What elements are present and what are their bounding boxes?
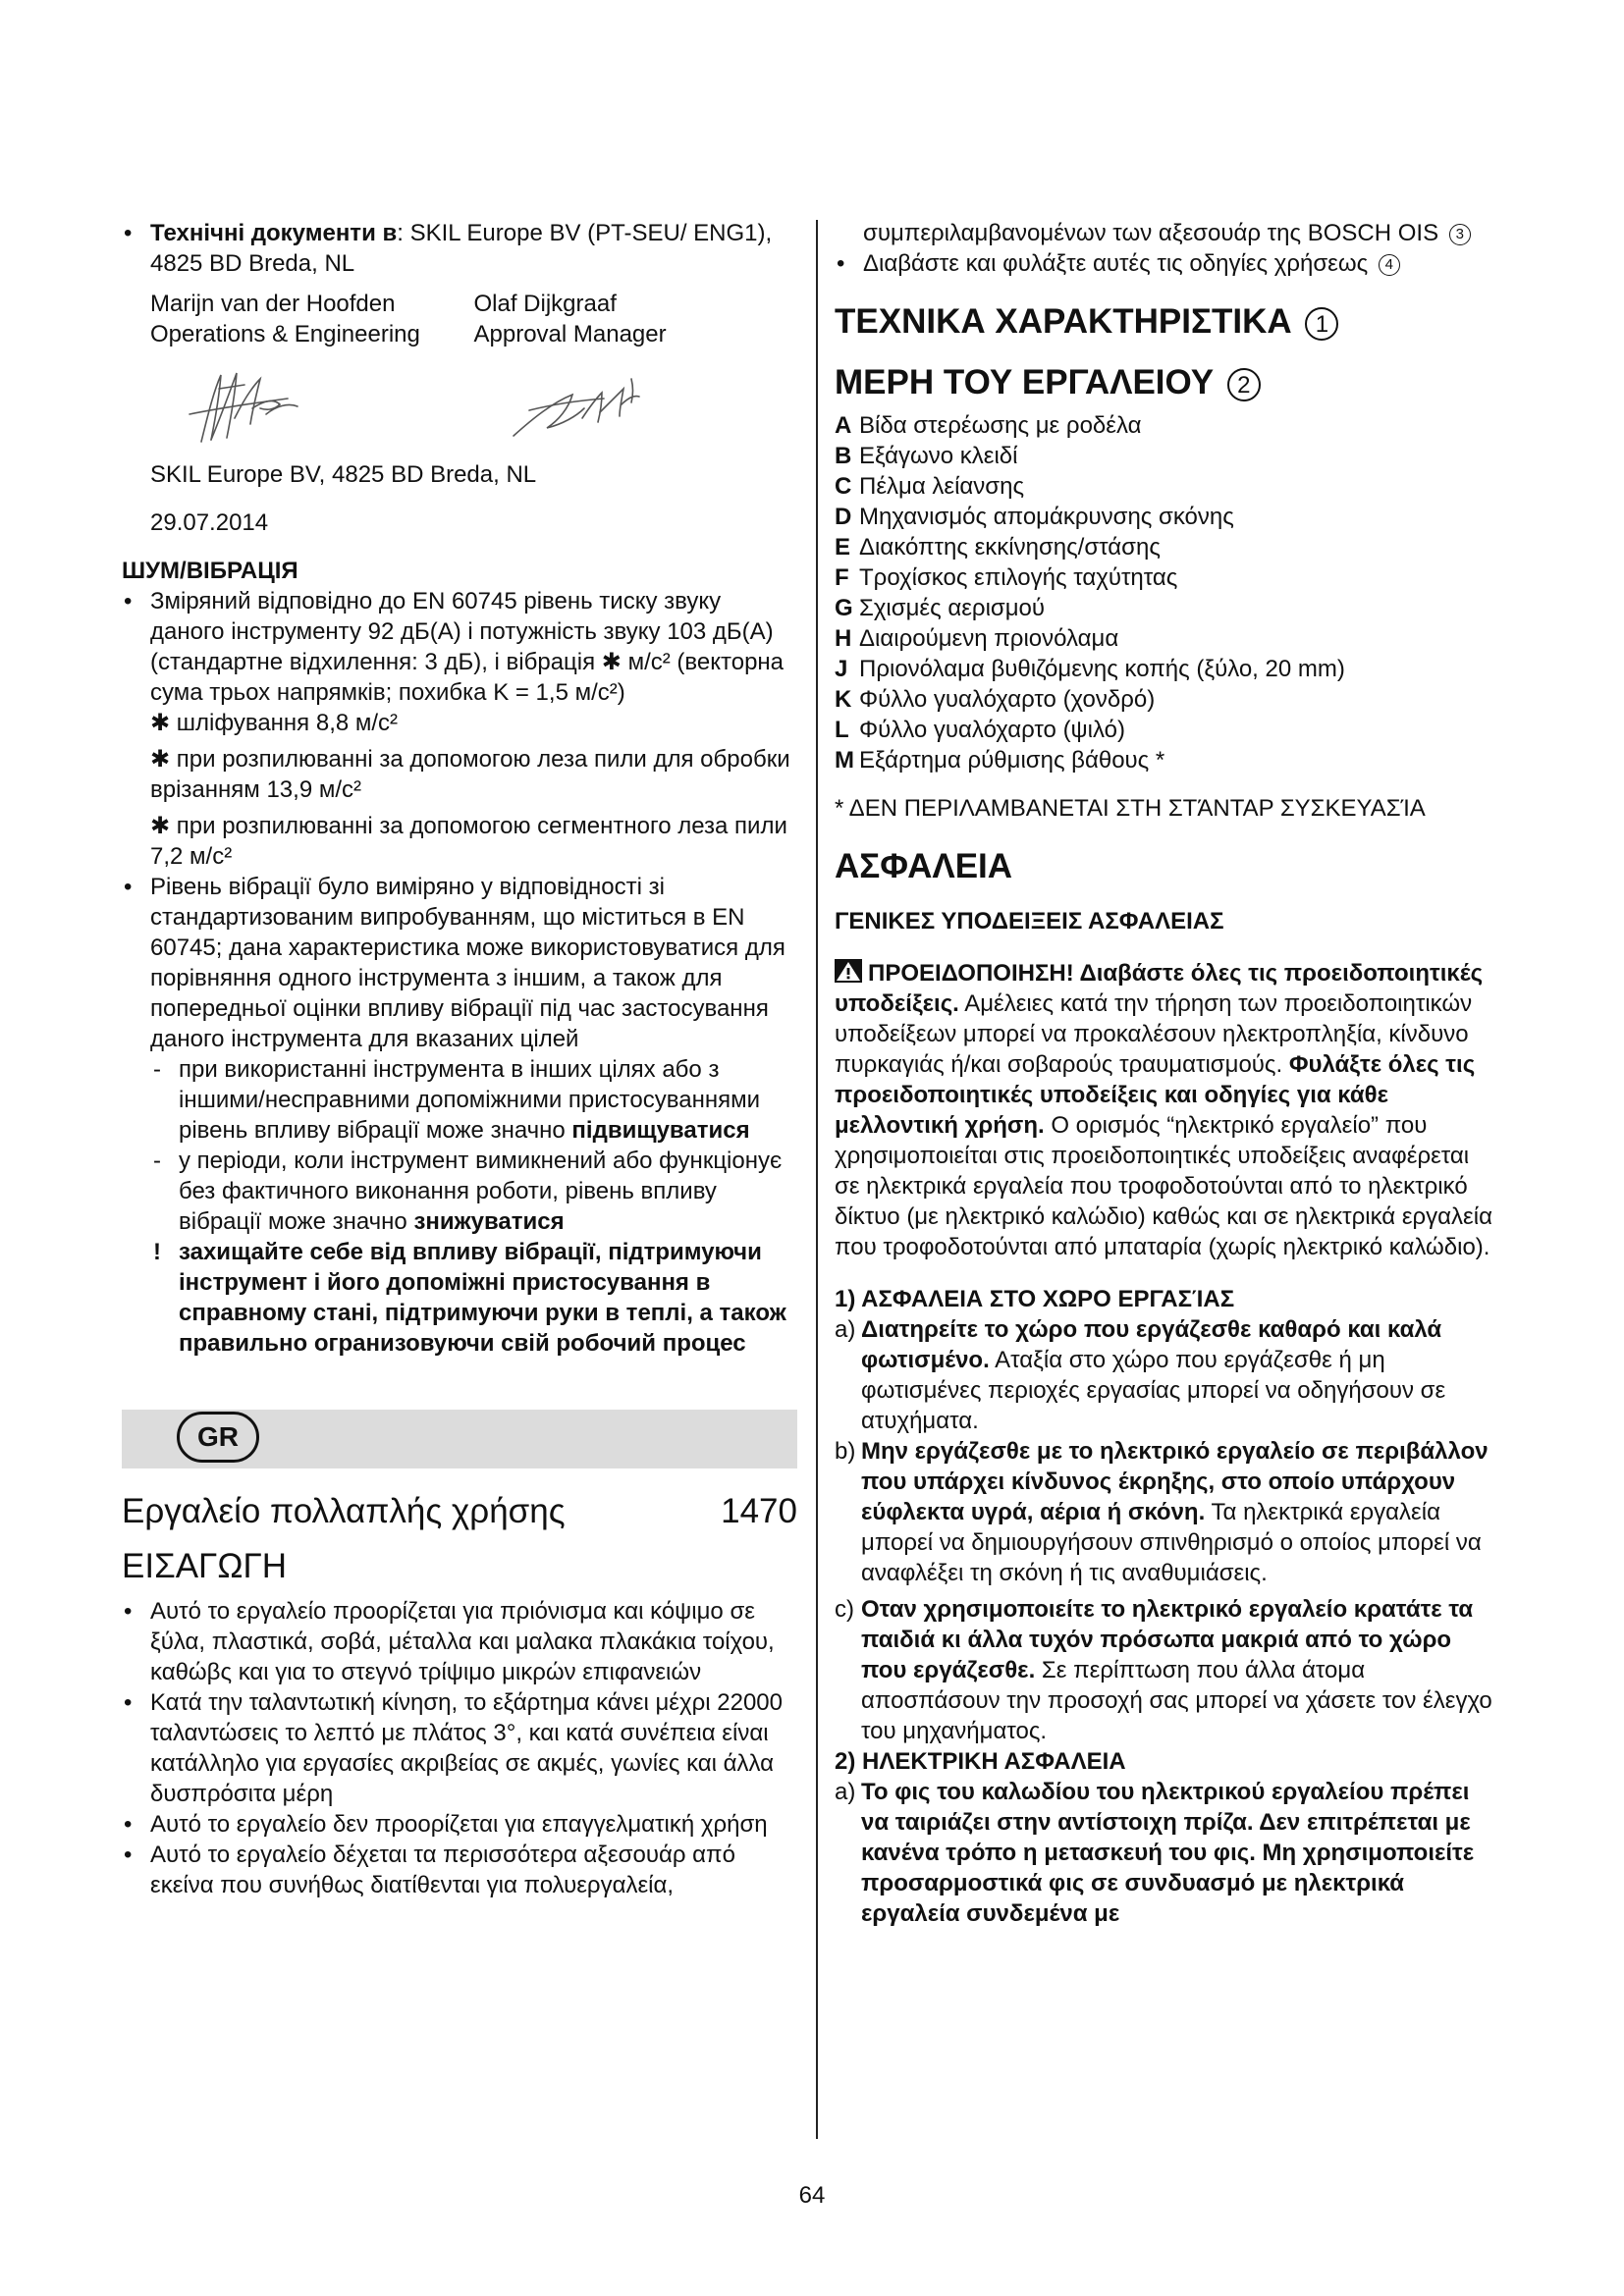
signature-1-image [150,359,347,450]
work-area-item-c [835,1594,1497,1746]
vibration-dash-1-bold: підвищуватися [571,1117,750,1144]
work-area-c-bold: Οταν χρησιμοποιείτε το ηλεκτρικό εργαλείο κρατάτε τα παιδιά κι άλλα τυχόν πρόσωπα μακριά από το χώρο που εργάζεσθε. [861,1596,1474,1683]
work-area-c-text: Σε περίπτωση που άλλα άτομα αποσπάσουν την προσοχή σας μπορεί να χάσετε τον έλεγχο του μηχανήματος. [861,1657,1492,1744]
vibration-dash-1-text: при використанні інструмента в інших цілях або з іншими/несправними допоміжними пристосуваннями рівень впливу вібрації може значно [179,1056,760,1144]
language-bar [122,1410,797,1468]
part-label: Βίδα στερέωσης με ροδέλα [859,412,1142,439]
signatory-2 [474,289,798,349]
work-area-a-text: Αταξία στο χώρο που εργάζεσθε ή μη φωτισμένες περιοχές εργασίας μπορεί να οδηγήσουν σε ατυχήματα. [861,1347,1446,1434]
parts-heading [835,361,1497,404]
safety-heading: ΑΣΦΑΛΕΙΑ [835,847,1013,885]
parts-heading-text: ΜΕΡΗ ΤΟΥ ΕΡΓΑΛΕΙΟΥ [835,363,1215,401]
vibration-paragraph: • Рівень вібрації було виміряно у відповідності зі стандартизованим випробуванням, що міститься в EN 60745; дана характеристика може використовуватися для порівняння одного інструмента з іншим, а також для попередньої оцінки впливу вібрації під час застосування даного інструмента для вказаних цілей [122,872,797,1054]
not-included-note: * ΔΕΝ ΠΕΡΙΛΑΜΒΑΝΕΤΑΙ ΣΤΗ ΣΤΆΝΤΑΡ ΣΥΣΚΕΥΑΣΊΑ [835,795,1426,822]
electrical-item-a [835,1777,1497,1929]
part-label: Εξάρτημα ρύθμισης βάθους * [859,747,1165,774]
signature-2-image [474,359,671,450]
part-item-a [835,410,1497,441]
warning-text-1: Αμέλειες κατά την τήρηση των προειδοποιητικών υποδείξεων μπορεί να προκαλέσουν ηλεκτροπληξία, κίνδυνο πυρκαγιάς ή/και σοβαρούς τραυματισμούς. [835,990,1473,1078]
specs-heading [835,300,1497,344]
vibration-protect-note: ! захищайте себе від впливу вібрації, підтримуючи інструмент і його допоміжні пристосування в справному стані, підтримуючи руки в теплі, а також правильно огранизовуючи свій робочий процес [122,1237,797,1359]
accessories-continuation [835,218,1497,248]
part-key: C [835,473,852,500]
work-area-b-text: Τα ηλεκτρικά εργαλεία μπορεί να δημιουργήσουν σπινθηρισμό ο οποίος μπορεί να αναφλέξει τη σκόνη ή τις αναθυμιάσεις. [861,1499,1482,1586]
part-item-e [835,532,1497,562]
noise-paragraph: • Зміряний відповідно до EN 60745 рівень тиску звуку даного інструменту 92 дБ(A) і потужність звуку 103 дБ(A) (стандартне відхилення: 3 дБ), і вібрація ✱ м/с² (векторна сума трьох напрямків; похибка K = 1,5 м/с²) [122,586,797,708]
read-instructions-text: Διαβάστε και φυλάξτε αυτές τις οδηγίες χρήσεως [863,250,1369,277]
item-key: a) [835,1316,856,1343]
part-item-g [835,593,1497,623]
noise-grinding: ✱ шліфування 8,8 м/с² [150,710,399,736]
part-item-j [835,654,1497,684]
noise-segment-saw: ✱ при розпилюванні за допомогою сегментного леза пили 7,2 м/с² [150,813,787,870]
part-item-c [835,471,1497,502]
vibration-dash-2-bold: знижуватися [413,1208,565,1235]
signatory-2-role: Approval Manager [473,321,667,347]
part-key: M [835,747,854,774]
tech-docs-item [122,218,797,279]
noise-plunge-cut: ✱ при розпилюванні за допомогою леза пили для обробки врізанням 13,9 м/с² [150,746,790,803]
part-item-l [835,715,1497,745]
signatory-1 [150,289,474,349]
part-key: A [835,412,852,439]
part-item-m [835,745,1497,775]
part-key: E [835,534,851,561]
company-address: SKIL Europe BV, 4825 BD Breda, NL [150,461,537,488]
work-area-a-bold: Διατηρείτε το χώρο που εργάζεσθε καθαρό και καλά φωτισμένο. [861,1316,1442,1373]
part-label: Φύλλο γυαλόχαρτο (χονδρό) [859,686,1156,713]
warning-bold-1: ΠΡΟΕΙΔΟΠΟΙΗΣΗ! Διαβάστε όλες τις προειδοποιητικές υποδείξεις. [835,960,1484,1017]
part-label: Διακόπτης εκκίνησης/στάσης [859,534,1161,561]
signature-images [122,359,797,454]
page-number: 64 [798,2182,826,2209]
item-key: c) [835,1596,854,1623]
specs-heading-text: ΤΕΧΝΙΚΑ ΧΑΡΑΚΤΗΡΙΣΤΙΚΑ [835,302,1292,341]
part-label: Διαιρούμενη πριονόλαμα [859,625,1119,652]
right-column [835,218,1497,1929]
part-key: F [835,564,849,591]
part-key: D [835,504,852,530]
part-key: J [835,656,848,682]
ref-circle-4: 4 [1379,254,1400,276]
tool-title: Εργαλείο πολλαπλής χρήσης [122,1492,566,1530]
signatory-1-role: Operations & Engineering [150,321,420,347]
warning-icon [835,959,862,983]
parts-list [835,410,1497,775]
part-key: B [835,443,852,469]
tech-docs-label: Технічні документи в [150,220,398,246]
part-label: Πριονόλαμα βυθιζόμενης κοπής (ξύλο, 20 mm) [859,656,1345,682]
work-area-item-a [835,1314,1497,1436]
vibration-dash-2-text: у періоди, коли інструмент вимикнений або функціонує без фактичного виконання роботи, рівень впливу вібрації може значно [179,1148,783,1235]
signatory-2-name: Olaf Dijkgraaf [473,291,617,317]
warning-text-2: Ο ορισμός “ηλεκτρικό εργαλείο” που χρησιμοποιείται στις προειδοποιητικές υποδείξεις αναφέρεται σε ηλεκτρικά εργαλεία που τροφοδοτούνται από το ηλεκτρικό δίκτυο (με ηλεκτρικό καλώδιο) καθώς και σε ηλεκτρικά εργαλεία που τροφοδοτούνται από μπαταρία (χωρίς ηλεκτρικό καλώδιο). [835,1112,1492,1260]
part-item-f [835,562,1497,593]
model-number: 1470 [721,1492,797,1530]
part-label: Μηχανισμός απομάκρυνσης σκόνης [859,504,1234,530]
electrical-a-bold: Το φις του καλωδίου του ηλεκτρικού εργαλείου πρέπει να ταιριάζει στην αντίστοιχη πρίζα. Δεν επιτρέπεται με κανένα τρόπο η μετασκευή του φις. Μη χρησιμοποιείτε προσαρμοστικά φις σε συνδυασμό με ηλεκτρικά εργαλεία συνδεμένα με [861,1779,1475,1927]
tech-docs-text: : SKIL Europe BV (PT-SEU/ ENG1), 4825 BD Breda, NL [150,220,773,277]
warning-bold-2: Φυλάξτε όλες τις προειδοποιητικές υποδείξεις και οδηγίες για κάθε μελλοντική χρήση. [835,1051,1476,1139]
item-key: b) [835,1438,856,1465]
part-item-b [835,441,1497,471]
intro-item-1: • Αυτό το εργαλείο προορίζεται για πριόνισμα και κόψιμο σε ξύλα, πλαστικά, σοβά, μέταλλα και μαλακα πλακάκια τοίχου, καθώβς και για το στεγνό τρίψιμο μικρών επιφανειών [122,1596,797,1687]
part-label: Τροχίσκος επιλογής ταχύτητας [859,564,1178,591]
vibration-dash-1 [122,1054,797,1146]
read-instructions-item [835,248,1497,279]
part-item-d [835,502,1497,532]
part-key: K [835,686,852,713]
ref-circle-1: 1 [1305,307,1338,341]
intro-item-2: • Κατά την ταλαντωτική κίνηση, το εξάρτημα κάνει μέχρι 22000 ταλαντώσεις το λεπτό με πλάτος 3°, και κατά συνέπεια είναι κατάλληλο για εργασίες ακριβείας σε ακμές, γωνίες και άλλα δυσπρόσιτα μέρη [122,1687,797,1809]
part-item-k [835,684,1497,715]
column-divider [816,220,818,2139]
part-label: Εξάγωνο κλειδί [859,443,1018,469]
part-key: H [835,625,852,652]
left-column [122,218,797,1900]
work-area-item-b [835,1436,1497,1588]
item-key: a) [835,1779,856,1805]
general-safety-heading: ΓΕΝΙΚΕΣ ΥΠΟΔΕΙΞΕΙΣ ΑΣΦΑΛΕΙΑΣ [835,908,1224,934]
ref-circle-2: 2 [1227,368,1261,401]
work-area-b-bold: Μην εργάζεσθε με το ηλεκτρικό εργαλείο σε περιβάλλον που υπάρχει κίνδυνος έκρηξης, στο οποίο υπάρχουν εύφλεκτα υγρά, αέρια ή σκόνη. [861,1438,1489,1525]
intro-item-4: • Αυτό το εργαλείο δέχεται τα περισσότερα αξεσουάρ από εκείνα που συνήθως διατίθενται για πολυεργαλεία, [122,1840,797,1900]
part-key: L [835,717,849,743]
declaration-date: 29.07.2014 [150,509,269,536]
part-item-h [835,623,1497,654]
noise-heading: ШУМ/ВІБРАЦІЯ [122,558,298,584]
work-area-heading: 1) ΑΣΦΑΛΕΙΑ ΣΤΟ ΧΩΡΟ ΕΡΓΑΣΊΑΣ [835,1286,1235,1312]
signatory-1-name: Marijn van der Hoofden [150,291,396,317]
part-label: Πέλμα λείανσης [859,473,1025,500]
ref-circle-3: 3 [1449,224,1471,245]
accessories-continuation-text: συμπεριλαμβανομένων των αξεσουάρ της BOSCH OIS [863,220,1439,246]
vibration-dash-2 [122,1146,797,1237]
signatories [122,289,797,349]
part-label: Φύλλο γυαλόχαρτο (ψιλό) [859,717,1125,743]
intro-item-3: • Αυτό το εργαλείο δεν προορίζεται για επαγγελματική χρήση [122,1809,797,1840]
electrical-safety-heading: 2) ΗΛΕΚΤΡΙΚΗ ΑΣΦΑΛΕΙΑ [835,1748,1126,1775]
intro-heading: ΕΙΣΑΓΩΓΗ [122,1547,288,1585]
language-badge: GR [177,1412,259,1463]
part-label: Σχισμές αερισμού [859,595,1046,621]
tool-title-row [122,1490,797,1533]
general-warning-paragraph [835,958,1497,1262]
part-key: G [835,595,853,621]
